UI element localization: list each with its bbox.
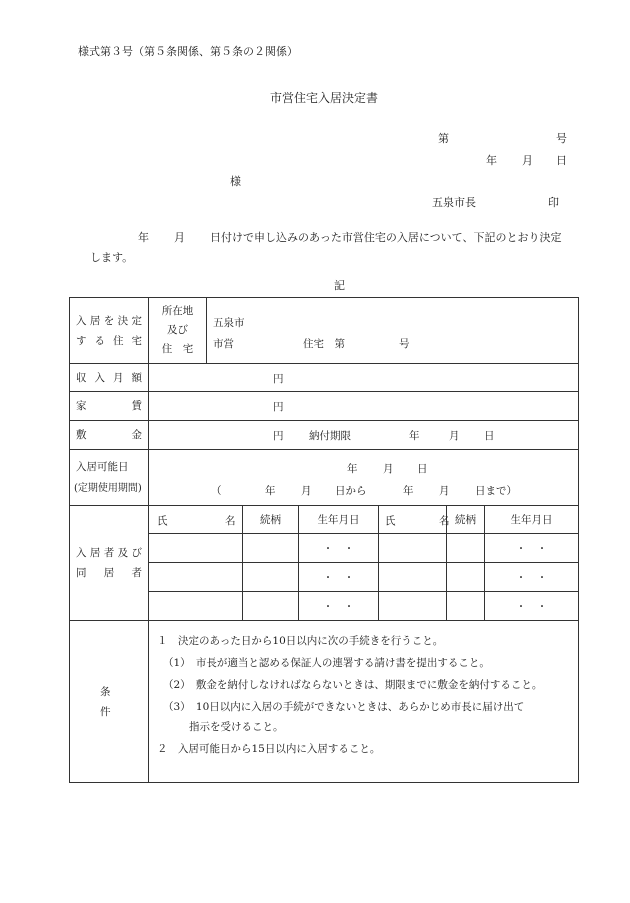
ki-heading: 記 — [334, 279, 345, 292]
header-name-left — [149, 506, 243, 534]
conditions-label — [70, 621, 149, 783]
move-in-label: 入居可能日 — [76, 460, 129, 473]
table-row-move-in — [70, 450, 579, 506]
city-name: 五泉市 — [213, 317, 245, 329]
number-go: 号 — [556, 132, 567, 145]
resident-name-cell — [379, 592, 447, 621]
cell-housing-value — [207, 298, 579, 364]
table-row-rent — [70, 392, 579, 421]
date-year: 年 — [486, 154, 497, 167]
header-shi-right: 氏 — [385, 515, 396, 527]
housing-label-line1: 入居を決定 — [76, 314, 142, 327]
cell-rent-value — [149, 392, 579, 421]
table-row-housing — [70, 298, 579, 364]
cell-deposit-value — [149, 421, 579, 450]
period-from-year: 年 — [265, 485, 276, 497]
condition-line-3: （2） 敷金を納付しなければならないときは、期限までに敷金を納付すること。 — [163, 679, 543, 691]
table-row-deposit — [70, 421, 579, 450]
cell-move-in-label — [70, 450, 149, 506]
condition-line-4: （3） 10日以内に入居の手続ができないときは、あらかじめ市長に届け出て — [163, 701, 525, 713]
resident-name-cell — [379, 534, 447, 563]
jutaku-go-text: 号 — [399, 338, 410, 350]
decision-table — [69, 297, 579, 783]
cell-residents-label — [70, 506, 149, 621]
body-text-line2: します。 — [90, 251, 134, 264]
resident-birth-cell: ・ ・ — [299, 592, 379, 621]
location-label-line2: 及び — [167, 324, 188, 336]
period-open-paren: （ — [211, 485, 222, 497]
body-text-line1: 日付けで申し込みのあった市営住宅の入居について、下記のとおり決定 — [210, 231, 562, 244]
header-relation-right: 続柄 — [447, 506, 485, 534]
header-mei-left: 名 — [225, 515, 236, 527]
move-in-period-label: (定期使用期間) — [74, 482, 142, 494]
resident-relation-cell — [447, 534, 485, 563]
period-until-year: 年 — [403, 485, 414, 497]
cell-move-in-value — [149, 450, 579, 506]
table-row-conditions — [70, 621, 579, 783]
period-from-day: 日から — [335, 485, 367, 497]
date-day: 日 — [556, 154, 567, 167]
period-until-day: 日まで） — [475, 485, 517, 497]
shiei-text: 市営 — [213, 338, 234, 350]
resident-birth-cell: ・ ・ — [485, 534, 579, 563]
deposit-deadline-label: 納付期限 — [309, 430, 351, 442]
form-number: 様式第３号（第５条関係、第５条の２関係） — [78, 45, 298, 58]
condition-line-5: 指示を受けること。 — [189, 721, 284, 733]
resident-birth-cell: ・ ・ — [485, 592, 579, 621]
deposit-label: 敷金 — [70, 421, 149, 450]
body-month: 月 — [174, 231, 185, 244]
resident-name-cell — [149, 563, 243, 592]
income-label: 収入月額 — [70, 364, 149, 392]
cell-conditions-value — [149, 621, 579, 783]
rent-label: 家賃 — [70, 392, 149, 421]
income-yen: 円 — [273, 373, 284, 385]
resident-relation-cell — [447, 563, 485, 592]
move-in-month: 月 — [383, 463, 394, 475]
cell-location-label — [149, 298, 207, 364]
resident-birth-cell: ・ ・ — [299, 563, 379, 592]
residents-label-line1: 入居者及び — [76, 547, 142, 559]
header-mei-right: 名 — [439, 515, 450, 527]
body-year: 年 — [138, 231, 149, 244]
move-in-day: 日 — [417, 463, 428, 475]
cell-income-value — [149, 364, 579, 392]
table-row-income — [70, 364, 579, 392]
location-label-line3: 住 宅 — [161, 343, 194, 355]
resident-name-cell — [149, 592, 243, 621]
resident-birth-cell: ・ ・ — [485, 563, 579, 592]
period-until-month: 月 — [439, 485, 450, 497]
number-dai: 第 — [438, 132, 449, 145]
resident-name-cell — [149, 534, 243, 563]
deposit-year: 年 — [409, 430, 420, 442]
resident-birth-cell: ・ ・ — [299, 534, 379, 563]
residents-label-line2: 同居者 — [76, 567, 142, 579]
header-birth-right: 生年月日 — [485, 506, 579, 534]
table-row-residents-header — [70, 506, 579, 534]
jutaku-dai-text: 住宅 第 — [303, 338, 345, 350]
rent-yen: 円 — [273, 401, 284, 413]
header-shi-left: 氏 — [157, 515, 168, 527]
date-month: 月 — [522, 154, 533, 167]
resident-relation-cell — [243, 534, 299, 563]
location-label-line1: 所在地 — [161, 305, 194, 317]
seal-mark: 印 — [548, 196, 559, 209]
conditions-label-text: 条件 — [100, 685, 111, 718]
resident-name-cell — [379, 563, 447, 592]
period-from-month: 月 — [301, 485, 312, 497]
mayor-title: 五泉市長 — [432, 196, 476, 209]
deposit-day: 日 — [484, 430, 495, 442]
header-birth-left: 生年月日 — [299, 506, 379, 534]
addressee-sama: 様 — [230, 175, 241, 188]
housing-label-line2: する住宅 — [76, 334, 142, 347]
resident-relation-cell — [243, 563, 299, 592]
deposit-yen: 円 — [273, 430, 284, 442]
resident-relation-cell — [243, 592, 299, 621]
page-title: 市営住宅入居決定書 — [270, 91, 379, 105]
condition-line-1: １ 決定のあった日から10日以内に次の手続きを行うこと。 — [157, 635, 444, 647]
move-in-year: 年 — [347, 463, 358, 475]
cell-housing-label — [70, 298, 149, 364]
condition-line-2: （1） 市長が適当と認める保証人の連署する請け書を提出すること。 — [163, 657, 490, 669]
header-relation-left: 続柄 — [243, 506, 299, 534]
header-name-right — [379, 506, 450, 534]
condition-line-6: ２ 入居可能日から15日以内に入居すること。 — [157, 743, 381, 755]
deposit-month: 月 — [449, 430, 460, 442]
resident-relation-cell — [447, 592, 485, 621]
